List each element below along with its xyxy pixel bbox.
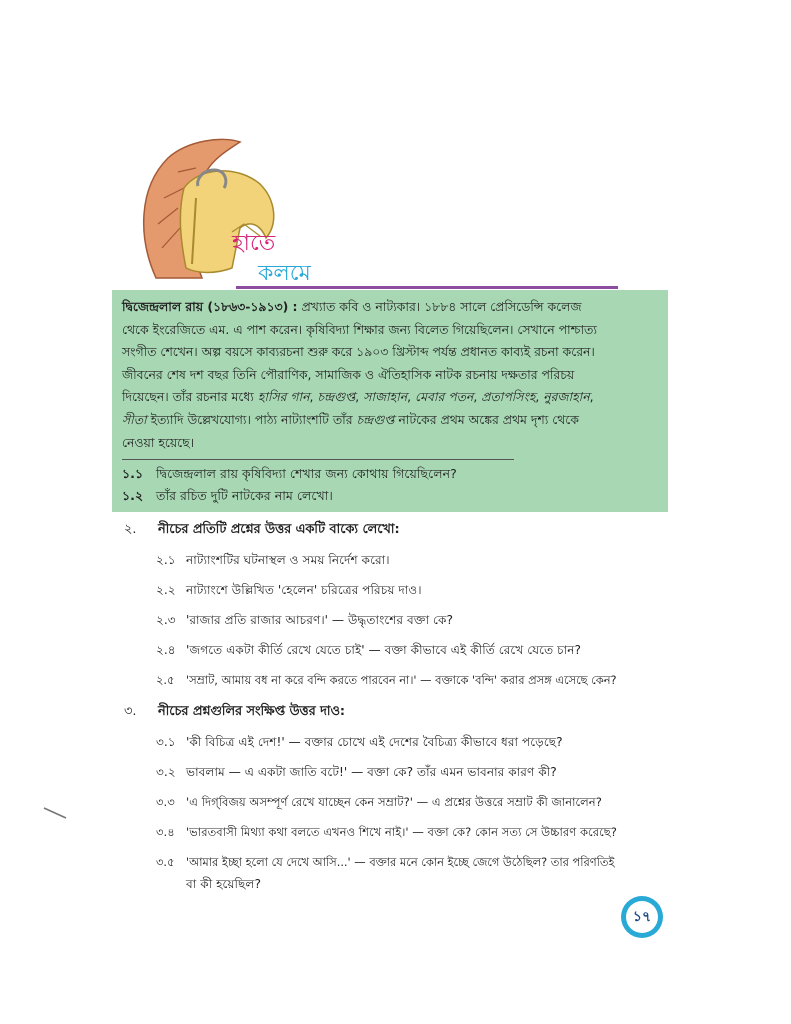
question-item: ১.১ দ্বিজেন্দ্রলাল রায় কৃষিবিদ্যা শেখার জন্য কোথায় গিয়েছিলেন? — [122, 466, 457, 481]
author-bio-panel — [112, 290, 668, 512]
title-underline — [236, 286, 618, 289]
work-title: সাজাহান — [363, 389, 408, 405]
section-2-heading: ২. নীচের প্রতিটি প্রশ্নের উত্তর একটি বাক্যে লেখো: — [124, 522, 400, 537]
author-bio-text: দ্বিজেন্দ্রলাল রায় (১৮৬৩-১৯১৩) : প্রখ্যাত কবি ও নাট্যকার। ১৮৮৪ সালে প্রেসিডেন্সি কলেজ থেকে ইংরেজিতে এম. এ পাশ করেন। কৃষিবিদ্যা শিক্ষার জন্য বিলেত গিয়েছিলেন। সেখানে পাশ্চাত্য সংগীত শেখেন। অল্প বয়সে কাব্যরচনা শুরু করে ১৯০৩ খ্রিস্টাব্দ পর্যন্ত প্রধানত কাব্যই রচনা করেন। জীবনের শেষ দশ বছর তিনি পৌরাণিক, সামাজিক ও ঐতিহাসিক নাটক রচনায় দক্ষতার পরিচয় দিয়েছেন। তাঁর রচনার মধ্যে হাসির গান, চন্দ্রগুপ্ত, সাজাহান, মেবার পতন, প্রতাপসিংহ, নুরজাহান, সীতা ইত্যাদি উল্লেখযোগ্য। পাঠ্য নাট্যাংশটি তাঁর চন্দ্রগুপ্ত নাটকের প্রথম অঙ্কের প্রথম দৃশ্য থেকে নেওয়া হয়েছে। — [122, 299, 597, 450]
question-item: ২.২ নাট্যাংশে উল্লিখিত 'হেলেন' চরিত্রের পরিচয় দাও। — [156, 583, 422, 597]
question-item-continuation: বা কী হয়েছিল? — [186, 877, 261, 891]
work-title: হাসির গান — [257, 389, 310, 405]
question-item: ৩.৪ 'ভারতবাসী মিথ্যা কথা বলতে এখনও শিখে নাই।' — বক্তা কে? কোন সত্য সে উচ্চারণ করেছে? — [156, 825, 617, 839]
page-number-badge — [621, 896, 663, 938]
question-item: ৩.৩ 'এ দিগ্‌বিজয় অসম্পূর্ণ রেখে যাচ্ছেন কেন সম্রাট?' — এ প্রশ্নের উত্তরে সম্রাট কী জানালেন? — [156, 795, 602, 809]
question-item: ১.২ তাঁর রচিত দুটি নাটকের নাম লেখো। — [122, 488, 333, 503]
page-title-line1: হাতে — [232, 231, 276, 256]
page-number: ১৭ — [626, 901, 658, 933]
question-item: ২.১ নাট্যাংশটির ঘটনাস্থল ও সময় নির্দেশ করো। — [156, 553, 390, 567]
margin-pencil-mark — [42, 804, 68, 822]
work-title: চন্দ্রগুপ্ত — [317, 389, 356, 405]
question-item: ৩.৫ 'আমার ইচ্ছা হলো যে দেখে আসি...' — বক্তার মনে কোন ইচ্ছে জেগে উঠেছিল? তার পরিণতিই — [156, 855, 615, 869]
section-3-heading: ৩. নীচের প্রশ্নগুলির সংক্ষিপ্ত উত্তর দাও: — [124, 704, 346, 719]
work-title: মেবার পতন — [415, 389, 474, 405]
question-item: ২.৪ 'জগতে একটা কীর্তি রেখে যেতে চাই' — বক্তা কীভাবে এই কীর্তি রেখে যেতে চান? — [156, 643, 581, 657]
author-heading: দ্বিজেন্দ্রলাল রায় (১৮৬৩-১৯১৩) : — [122, 299, 298, 314]
question-item: ২.৩ 'রাজার প্রতি রাজার আচরণ।' — উদ্ধৃতাংশের বক্তা কে? — [156, 613, 453, 627]
divider — [122, 459, 514, 460]
question-item: ৩.২ ভাবলাম — এ একটা জাতি বটে!' — বক্তা কে? তাঁর এমন ভাবনার কারণ কী? — [156, 765, 557, 779]
question-item: ২.৫ 'সম্রাট, আমায় বধ না করে বন্দি করতে পারবেন না।' — বক্তাকে 'বন্দি' করার প্রসঙ্গ এসেছে কেন? — [156, 673, 617, 687]
work-title: প্রতাপসিংহ — [481, 389, 536, 405]
play-title: চন্দ্রগুপ্ত — [356, 411, 395, 427]
work-title: নুরজাহান — [543, 389, 590, 405]
work-title: সীতা — [122, 411, 147, 427]
page-title-line2: কলমে — [258, 261, 311, 286]
question-item: ৩.১ 'কী বিচিত্র এই দেশ!' — বক্তার চোখে এই দেশের বৈচিত্র্য কীভাবে ধরা পড়েছে? — [156, 735, 563, 749]
